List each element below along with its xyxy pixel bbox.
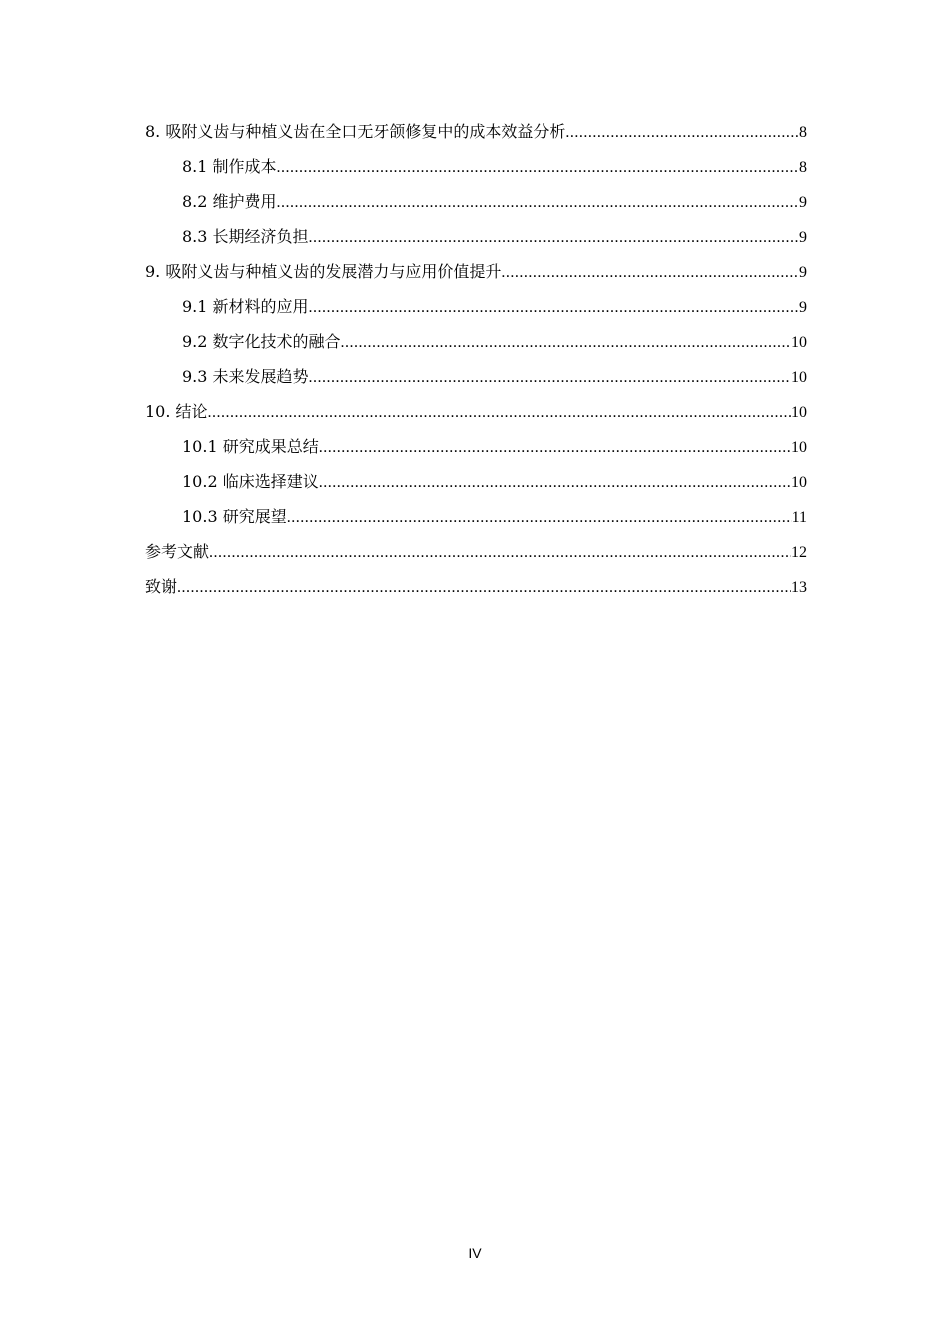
toc-entry-title: 10.3 研究展望 (182, 507, 287, 526)
toc-entry-title: 10. 结论 (145, 402, 208, 421)
toc-entry-page: 10 (791, 439, 807, 456)
toc-dot-leader (208, 395, 791, 430)
toc-entry-page: 13 (791, 579, 807, 596)
toc-entry-title: 8. 吸附义齿与种植义齿在全口无牙颌修复中的成本效益分析 (145, 122, 566, 141)
toc-entry[interactable] (145, 534, 807, 569)
toc-entry-title: 9.3 未来发展趋势 (182, 367, 309, 386)
toc-entry[interactable] (145, 429, 807, 464)
toc-entry[interactable] (145, 499, 807, 534)
toc-entry[interactable] (145, 324, 807, 359)
toc-dot-leader (319, 430, 791, 465)
toc-entry-title: 8.3 长期经济负担 (182, 227, 309, 246)
toc-entry[interactable] (145, 359, 807, 394)
toc-entry-page: 9 (799, 194, 807, 211)
toc-entry-title: 9.1 新材料的应用 (182, 297, 309, 316)
toc-dot-leader (341, 325, 791, 360)
toc-entry[interactable] (145, 114, 807, 149)
toc-entry-page: 9 (799, 299, 807, 316)
toc-dot-leader (309, 290, 799, 325)
toc-entry[interactable] (145, 184, 807, 219)
toc-entry[interactable] (145, 394, 807, 429)
toc-entry-page: 12 (791, 544, 807, 561)
toc-entry-title: 参考文献 (145, 542, 210, 561)
toc-entry-title: 8.2 维护费用 (182, 192, 277, 211)
toc-entry-page: 11 (791, 509, 807, 526)
toc-entry[interactable] (145, 254, 807, 289)
toc-dot-leader (277, 185, 799, 220)
toc-dot-leader (209, 535, 791, 570)
toc-entry-page: 9 (799, 264, 807, 281)
toc-entry-title: 8.1 制作成本 (182, 157, 277, 176)
toc-entry-page: 10 (791, 369, 807, 386)
toc-entry[interactable] (145, 289, 807, 324)
toc-entry-title: 10.2 临床选择建议 (182, 472, 319, 491)
toc-dot-leader (309, 360, 791, 395)
toc-dot-leader (287, 500, 792, 535)
toc-entry[interactable] (145, 464, 807, 499)
toc-entry-page: 10 (791, 334, 807, 351)
toc-entry[interactable] (145, 149, 807, 184)
toc-entry-title: 9. 吸附义齿与种植义齿的发展潜力与应用价值提升 (145, 262, 502, 281)
toc-entry-page: 8 (799, 124, 807, 141)
toc-entry-page: 8 (799, 159, 807, 176)
toc-dot-leader (319, 465, 791, 500)
toc-dot-leader (565, 115, 799, 150)
toc-entry-title: 9.2 数字化技术的融合 (182, 332, 341, 351)
table-of-contents (145, 114, 807, 604)
toc-entry-page: 10 (791, 474, 807, 491)
toc-entry-title: 10.1 研究成果总结 (182, 437, 319, 456)
toc-entry-title: 致谢 (145, 577, 178, 596)
toc-entry[interactable] (145, 569, 807, 604)
toc-dot-leader (309, 220, 799, 255)
toc-entry[interactable] (145, 219, 807, 254)
toc-dot-leader (177, 570, 791, 605)
page-number: IV (468, 1245, 482, 1261)
toc-dot-leader (277, 150, 799, 185)
toc-dot-leader (501, 255, 799, 290)
toc-entry-page: 10 (791, 404, 807, 421)
toc-entry-page: 9 (799, 229, 807, 246)
